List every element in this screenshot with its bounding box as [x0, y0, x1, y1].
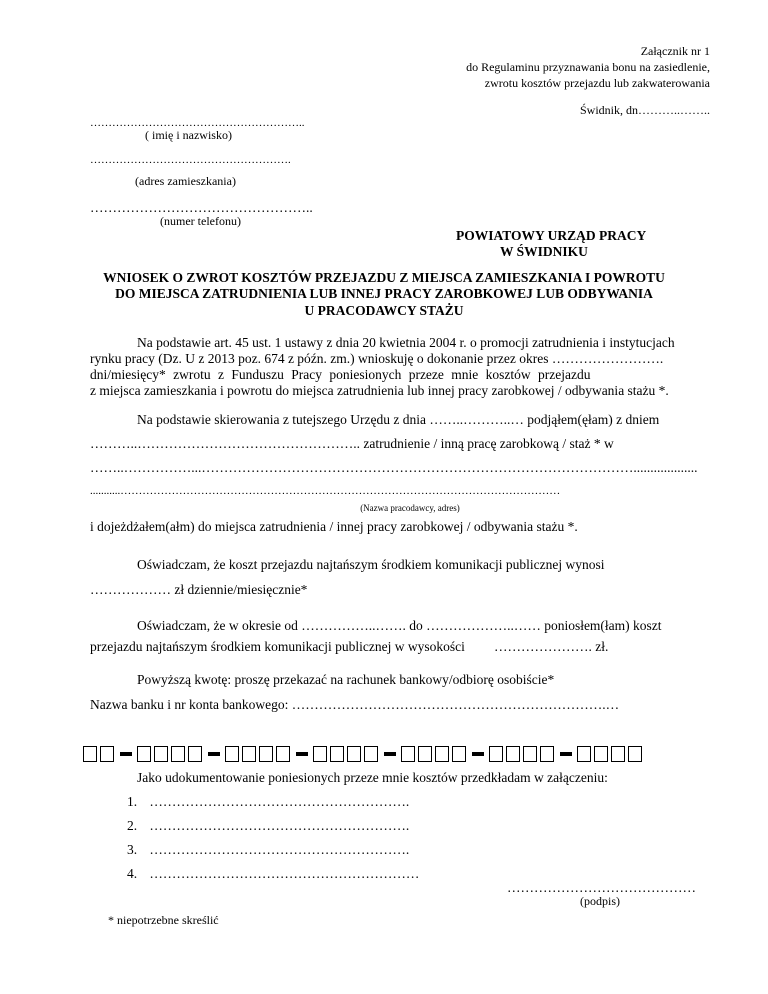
- attachment-item-field[interactable]: ………………………………………………….: [149, 818, 410, 833]
- address-label: (adres zamieszkania): [135, 174, 236, 188]
- account-digit-box[interactable]: [259, 746, 273, 762]
- attachment-item-field[interactable]: ………………………………………………….: [149, 842, 410, 857]
- office-name: POWIATOWY URZĄD PRACY: [456, 228, 647, 243]
- account-separator: [208, 752, 220, 756]
- account-digit-box[interactable]: [137, 746, 151, 762]
- cost-statement: Oświadczam, że koszt przejazdu najtańszym środkiem komunikacji publicznej wynosi: [137, 557, 605, 572]
- attachment-item[interactable]: [127, 818, 409, 834]
- account-digit-box[interactable]: [100, 746, 114, 762]
- account-digit-box[interactable]: [347, 746, 361, 762]
- signature-field[interactable]: ……………………………………: [507, 880, 696, 895]
- address-field[interactable]: ……………………………………………….: [90, 154, 291, 166]
- account-digit-box[interactable]: [171, 746, 185, 762]
- account-digit-box[interactable]: [435, 746, 449, 762]
- account-digit-box[interactable]: [188, 746, 202, 762]
- office-city: W ŚWIDNIKU: [500, 244, 588, 259]
- attachment-item[interactable]: [127, 842, 409, 858]
- signature-label: (podpis): [580, 894, 620, 908]
- account-separator: [120, 752, 132, 756]
- para1-line-1: Na podstawie art. 45 ust. 1 ustawy z dnia 20 kwietnia 2004 r. o promocji zatrudnienia i instytucjach: [137, 335, 675, 350]
- attachment-regulation: do Regulaminu przyznawania bonu na zasiedlenie,: [466, 60, 710, 74]
- attachment-item-number: 4.: [127, 866, 138, 881]
- account-digit-box[interactable]: [506, 746, 520, 762]
- account-number-boxes[interactable]: [83, 746, 645, 762]
- employer-field-1[interactable]: ……..……………...……………………………………………………………………………………...................: [90, 460, 698, 475]
- para1-line-3: dni/miesięcy* zwrotu z Funduszu Pracy poniesionych przeze mnie kosztów przejazdu: [90, 367, 591, 382]
- name-label: ( imię i nazwisko): [145, 128, 232, 142]
- account-digit-box[interactable]: [313, 746, 327, 762]
- account-digit-box[interactable]: [330, 746, 344, 762]
- account-digit-box[interactable]: [276, 746, 290, 762]
- account-digit-box[interactable]: [154, 746, 168, 762]
- period-cost-line: przejazdu najtańszym środkiem komunikacji publicznej w wysokości: [90, 639, 465, 654]
- place-date[interactable]: Świdnik, dn………..……..: [579, 103, 710, 117]
- phone-field[interactable]: …………………………………………..: [90, 200, 313, 215]
- account-digit-box[interactable]: [401, 746, 415, 762]
- account-separator: [560, 752, 572, 756]
- attachment-number: Załącznik nr 1: [640, 44, 710, 58]
- account-digit-box[interactable]: [418, 746, 432, 762]
- attachment-item-field[interactable]: ……………………………………………………: [149, 866, 420, 881]
- attachment-item[interactable]: [127, 794, 409, 810]
- para2-line-1: Na podstawie skierowania z tutejszego Urzędu z dnia ……..………..… podjąłem(ęłam) z dniem: [137, 412, 660, 427]
- account-digit-box[interactable]: [540, 746, 554, 762]
- account-digit-box[interactable]: [364, 746, 378, 762]
- footnote: * niepotrzebne skreślić: [108, 913, 219, 927]
- account-digit-box[interactable]: [628, 746, 642, 762]
- attachments-intro: Jako udokumentowanie poniesionych przeze mnie kosztów przedkładam w załączeniu:: [137, 770, 608, 785]
- account-digit-box[interactable]: [225, 746, 239, 762]
- period-statement: Oświadczam, że w okresie od ……………..……. do ………………..…… poniosłem(łam) koszt: [137, 618, 662, 633]
- attachment-item[interactable]: [127, 866, 419, 882]
- attachment-item-number: 3.: [127, 842, 138, 857]
- attachment-subject: zwrotu kosztów przejazdu lub zakwaterowania: [484, 76, 710, 90]
- account-digit-box[interactable]: [594, 746, 608, 762]
- account-separator: [384, 752, 396, 756]
- attachment-item-number: 2.: [127, 818, 138, 833]
- account-digit-box[interactable]: [489, 746, 503, 762]
- para1-line-2: rynku pracy (Dz. U z 2013 poz. 674 z późn. zm.) wnioskuję o dokonanie przez okres …………………….: [90, 351, 664, 366]
- account-digit-box[interactable]: [83, 746, 97, 762]
- attachment-item-number: 1.: [127, 794, 138, 809]
- account-separator: [296, 752, 308, 756]
- cost-amount-field[interactable]: ……………… zł dziennie/miesięcznie*: [90, 582, 308, 597]
- para2-line-5: i dojeżdżałem(ałm) do miejsca zatrudnienia / innej pracy zarobkowej / odbywania stażu *.: [90, 519, 578, 534]
- title-line-1: WNIOSEK O ZWROT KOSZTÓW PRZEJAZDU Z MIEJSCA ZAMIESZKANIA I POWROTU: [103, 270, 665, 285]
- account-separator: [472, 752, 484, 756]
- payment-choice: Powyższą kwotę: proszę przekazać na rachunek bankowy/odbiorę osobiście*: [137, 672, 555, 687]
- employer-field-2[interactable]: ...........…………………………………………………………………………………………………………: [90, 485, 561, 497]
- period-cost-amount-field[interactable]: …………………. zł.: [494, 639, 609, 654]
- account-digit-box[interactable]: [452, 746, 466, 762]
- attachment-item-field[interactable]: ………………………………………………….: [149, 794, 410, 809]
- bank-account-label[interactable]: Nazwa banku i nr konta bankowego: …………………………………………………………….…: [90, 697, 620, 712]
- name-field[interactable]: …………………………………………………..: [90, 117, 305, 129]
- account-digit-box[interactable]: [242, 746, 256, 762]
- title-line-2: DO MIEJSCA ZATRUDNIENIA LUB INNEJ PRACY ZAROBKOWEJ LUB ODBYWANIA: [115, 286, 653, 301]
- account-digit-box[interactable]: [523, 746, 537, 762]
- employer-label: (Nazwa pracodawcy, adres): [360, 503, 460, 513]
- account-digit-box[interactable]: [611, 746, 625, 762]
- phone-label: (numer telefonu): [160, 214, 241, 228]
- account-digit-box[interactable]: [577, 746, 591, 762]
- para1-line-4: z miejsca zamieszkania i powrotu do miejsca zatrudnienia lub innej pracy zarobkowej / odbywania stażu *.: [90, 383, 669, 398]
- para2-line-2: ………..………………………………………….. zatrudnienie / inną pracę zarobkową / staż * w: [90, 436, 614, 451]
- title-line-3: U PRACODAWCY STAŻU: [304, 303, 464, 318]
